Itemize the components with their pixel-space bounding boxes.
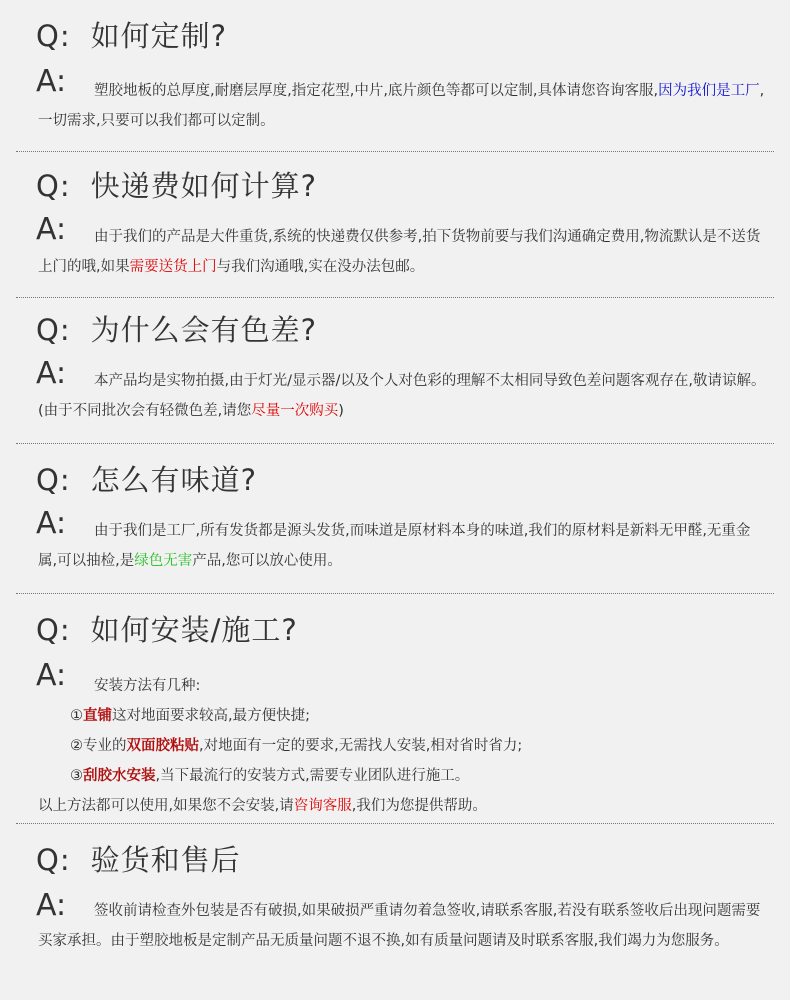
a-tag: A: — [36, 212, 67, 247]
divider — [16, 443, 774, 444]
q-tag: Q: — [36, 843, 71, 877]
faq-question-4 — [36, 458, 257, 499]
answer-text: 签收前请检查外包装是否有破损,如果破损严重请勿着急签收,请联系客服,若没有联系签收后出现问题需要买家承担。由于塑胶地板是定制产品无质量问题不退不换,如有质量问题请及时联系客服,我们竭力为您服务。 — [38, 903, 761, 949]
q-tag: Q: — [36, 613, 71, 647]
faq-question-1 — [36, 14, 227, 55]
q-tag: Q: — [36, 19, 71, 53]
step-number: ③ — [70, 768, 83, 784]
faq-answer-1 — [38, 76, 768, 136]
answer-text: ) — [338, 403, 344, 419]
question-text: 验货和售后 — [90, 843, 241, 877]
faq-question-3 — [36, 308, 317, 349]
step-text: 这对地面要求较高,最方便快捷; — [112, 708, 310, 724]
question-text: 如何安装/施工? — [90, 613, 298, 647]
answer-highlight: 绿色无害 — [134, 553, 193, 569]
divider — [16, 151, 774, 152]
faq-answer-3 — [38, 366, 768, 426]
install-step-1 — [70, 704, 310, 725]
a-tag: A: — [36, 64, 67, 99]
question-text: 怎么有味道? — [90, 463, 258, 497]
a-tag: A: — [36, 356, 67, 391]
question-text: 为什么会有色差? — [90, 313, 318, 347]
answer-text: 与我们沟通哦,实在没办法包邮。 — [216, 259, 425, 275]
faq-question-2 — [36, 164, 317, 205]
a-tag: A: — [36, 658, 67, 693]
install-lead: 安装方法有几种: — [94, 678, 201, 694]
step-text: 专业的 — [83, 738, 127, 754]
answer-text: 本产品均是实物拍摄,由于灯光/显示器/以及个人对色彩的理解不太相同导致色差问题客观存在,敬请谅解。(由于不同批次会有轻微色差,请您 — [38, 373, 766, 419]
faq-answer-4 — [38, 516, 768, 576]
install-tail — [38, 794, 487, 815]
step-number: ② — [70, 738, 83, 754]
step-text: ,当下最流行的安装方式,需要专业团队进行施工。 — [155, 768, 470, 784]
q-tag: Q: — [36, 169, 71, 203]
answer-text: 产品,您可以放心使用。 — [192, 553, 342, 569]
answer-highlight: 咨询客服 — [293, 798, 352, 814]
faq-answer-6 — [38, 896, 768, 956]
question-text: 如何定制? — [90, 19, 228, 53]
divider — [16, 297, 774, 298]
step-key: 刮胶水安装 — [83, 768, 156, 784]
step-key: 直铺 — [83, 708, 112, 724]
answer-text: 由于我们的产品是大件重货,系统的快递费仅供参考,拍下货物前要与我们沟通确定费用,物流默认是不送货上门的哦,如果 — [38, 229, 761, 275]
faq-question-6 — [36, 838, 241, 879]
install-step-2 — [70, 734, 522, 755]
q-tag: Q: — [36, 313, 71, 347]
answer-text: 由于我们是工厂,所有发货都是源头发货,而味道是原材料本身的味道,我们的原材料是新料无甲醛,无重金属,可以抽检,是 — [38, 523, 751, 569]
answer-text: 以上方法都可以使用,如果您不会安装,请 — [38, 798, 294, 814]
faq-answer-2 — [38, 222, 768, 282]
step-key: 双面胶粘贴 — [126, 738, 199, 754]
step-number: ① — [70, 708, 83, 724]
a-tag: A: — [36, 506, 67, 541]
answer-text: ,一切需求,只要可以我们都可以定制。 — [38, 83, 765, 129]
answer-highlight: 因为我们是工厂 — [658, 83, 760, 99]
answer-highlight: 尽量一次购买 — [251, 403, 339, 419]
a-tag: A: — [36, 888, 67, 923]
answer-highlight: 需要送货上门 — [129, 259, 217, 275]
question-text: 快递费如何计算? — [90, 169, 318, 203]
step-text: ,对地面有一定的要求,无需找人安装,相对省时省力; — [199, 738, 523, 754]
install-step-3 — [70, 764, 469, 785]
divider — [16, 823, 774, 824]
faq-question-5 — [36, 608, 298, 649]
q-tag: Q: — [36, 463, 71, 497]
answer-text: ,我们为您提供帮助。 — [351, 798, 487, 814]
divider — [16, 593, 774, 594]
answer-text: 塑胶地板的总厚度,耐磨层厚度,指定花型,中片,底片颜色等都可以定制,具体请您咨询客服, — [94, 83, 659, 99]
